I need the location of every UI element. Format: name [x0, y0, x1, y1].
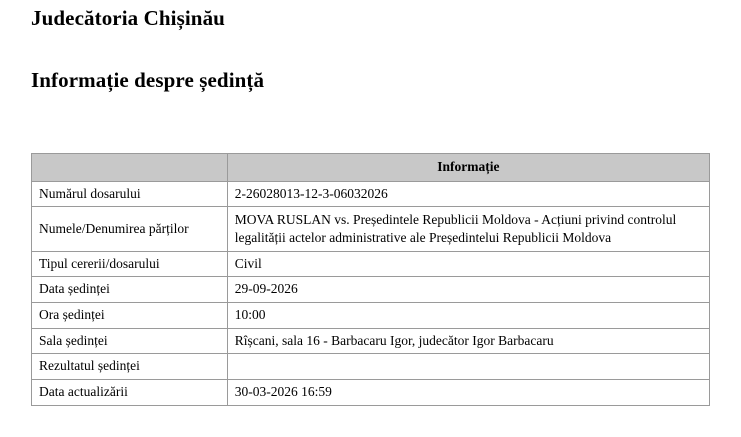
- row-label-session-room: Sala ședinței: [32, 328, 228, 354]
- table-row: [32, 277, 710, 303]
- row-label-session-date: Data ședinței: [32, 277, 228, 303]
- court-title: Judecătoria Chișinău: [31, 6, 225, 30]
- table-header-value-col: Informație: [227, 154, 709, 182]
- table-header-label-col: [32, 154, 228, 182]
- session-info-table: [31, 153, 710, 406]
- row-value-case-type: Civil: [227, 251, 709, 277]
- row-value-updated-at: 30-03-2026 16:59: [227, 380, 709, 406]
- row-value-case-number: 2-26028013-12-3-06032026: [227, 181, 709, 207]
- table-row: [32, 207, 710, 252]
- row-value-session-room: Rîșcani, sala 16 - Barbacaru Igor, judecător Igor Barbacaru: [227, 328, 709, 354]
- table-row: [32, 328, 710, 354]
- row-label-case-type: Tipul cererii/dosarului: [32, 251, 228, 277]
- page-title: Informație despre ședință: [31, 68, 265, 92]
- table-row: [32, 354, 710, 380]
- table-row: [32, 303, 710, 329]
- row-label-updated-at: Data actualizării: [32, 380, 228, 406]
- table-row: [32, 251, 710, 277]
- table-row: [32, 380, 710, 406]
- row-label-session-time: Ora ședinței: [32, 303, 228, 329]
- row-value-parties: MOVA RUSLAN vs. Președintele Republicii Moldova - Acțiuni privind controlul legalității actelor administrative ale Președintelui Republicii Moldova: [227, 207, 709, 252]
- row-label-parties: Numele/Denumirea părților: [32, 207, 228, 252]
- table-row: [32, 181, 710, 207]
- row-value-session-time: 10:00: [227, 303, 709, 329]
- table-header-row: [32, 154, 710, 182]
- row-value-session-result: [227, 354, 709, 380]
- row-value-session-date: 29-09-2026: [227, 277, 709, 303]
- row-label-case-number: Numărul dosarului: [32, 181, 228, 207]
- row-label-session-result: Rezultatul ședinței: [32, 354, 228, 380]
